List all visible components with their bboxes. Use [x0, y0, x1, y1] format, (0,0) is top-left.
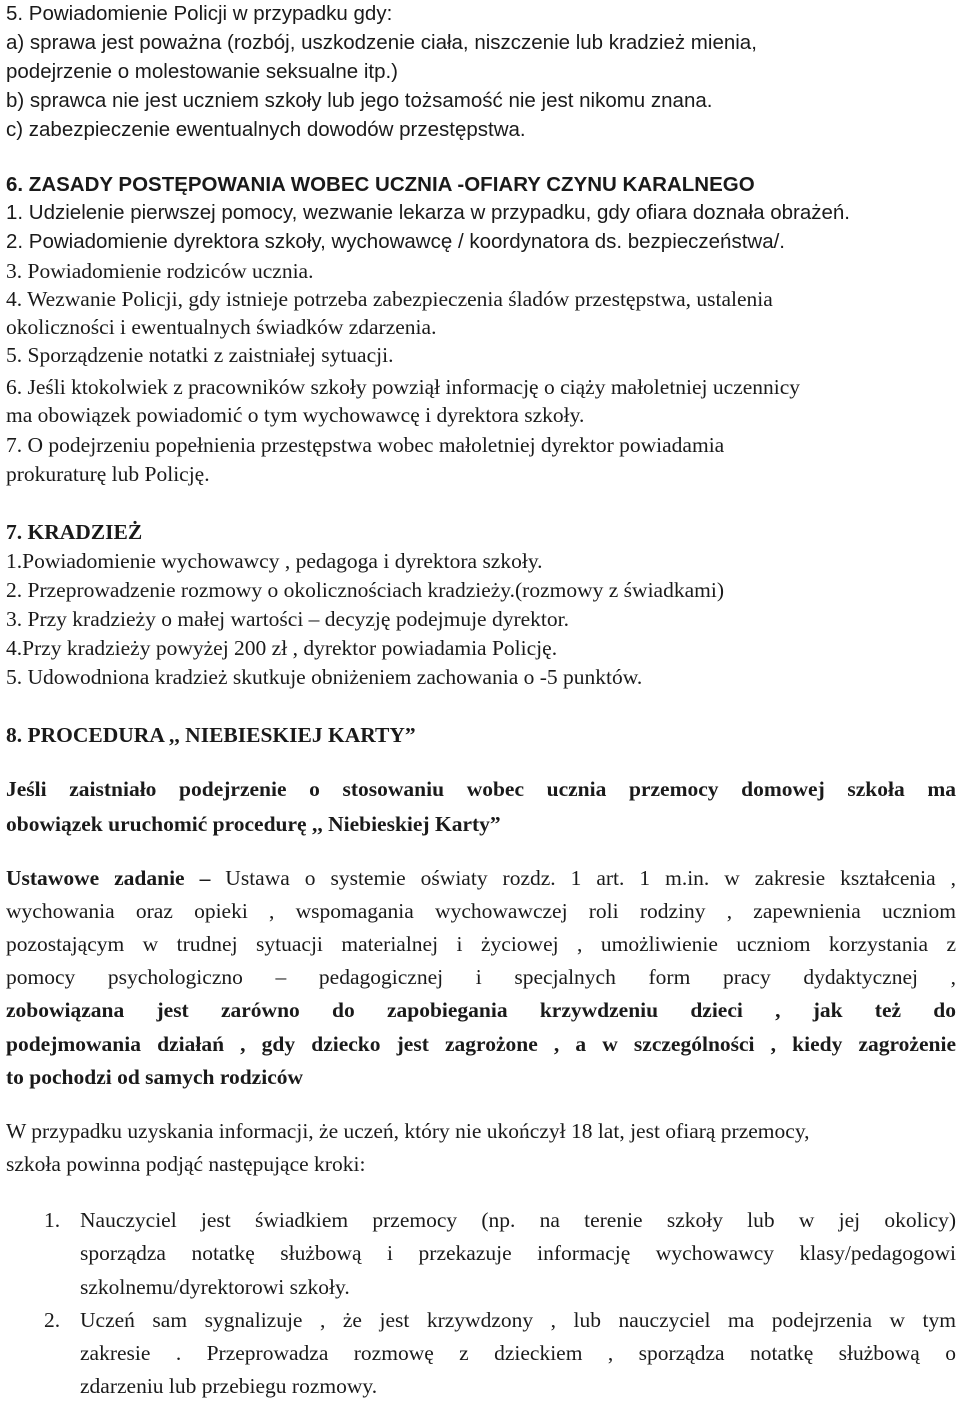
section-6-line: ma obowiązek powiadomić o tym wychowawcę i dyrektora szkoły. [6, 403, 585, 427]
police-notice-item: a) sprawa jest poważna (rozbój, uszkodzenie ciała, niszczenie lub kradzież mienia, [6, 31, 757, 54]
step-number: 1. [44, 1208, 61, 1232]
statute-first-line [6, 864, 956, 893]
statute-rest: Ustawa o systemie oświaty rozdz. 1 art. 1 m.in. w zakresie kształcenia , [210, 866, 957, 890]
section-8-intro-line: obowiązek uruchomić procedurę ,, Niebieskiej Karty” [6, 812, 501, 836]
section-7-line: 4.Przy kradzieży powyżej 200 zł , dyrektor powiadamia Policję. [6, 636, 558, 660]
steps-intro-line: szkoła powinna podjąć następujące kroki: [6, 1152, 366, 1176]
section-7-line: 2. Przeprowadzenie rozmowy o okolicznościach kradzieży.(rozmowy z świadkami) [6, 578, 724, 602]
section-6-line: 1. Udzielenie pierwszej pomocy, wezwanie lekarza w przypadku, gdy ofiara doznała obrażeń. [6, 201, 850, 224]
section-7-line: 1.Powiadomienie wychowawcy , pedagoga i dyrektora szkoły. [6, 549, 543, 573]
police-notice-item: c) zabezpieczenie ewentualnych dowodów przestępstwa. [6, 118, 526, 141]
section-6-line: okoliczności i ewentualnych świadków zdarzenia. [6, 315, 437, 339]
steps-intro-line: W przypadku uzyskania informacji, że uczeń, który nie ukończył 18 lat, jest ofiarą przemocy, [6, 1119, 810, 1143]
police-notice-item: b) sprawca nie jest uczniem szkoły lub jego tożsamość nie jest nikomu znana. [6, 89, 713, 112]
statute-lead: Ustawowe zadanie – [6, 866, 211, 890]
section-8-intro-line: Jeśli zaistniało podejrzenie o stosowaniu wobec ucznia przemocy domowej szkoła ma [6, 777, 956, 801]
statute-line: zobowiązana jest zarówno do zapobiegania krzywdzeniu dzieci , jak też do [6, 998, 956, 1022]
step-line: sporządza notatkę służbową i przekazuje informację wychowawcy klasy/pedagogowi [80, 1241, 956, 1265]
step-line: zakresie . Przeprowadza rozmowę z dzieckiem , sporządza notatkę służbową o [80, 1341, 956, 1365]
step-number: 2. [44, 1308, 61, 1332]
step-line: Nauczyciel jest świadkiem przemocy (np. na terenie szkoły lub w jej okolicy) [80, 1208, 956, 1232]
statute-line: to pochodzi od samych rodziców [6, 1065, 304, 1089]
section-6-line: 5. Sporządzenie notatki z zaistniałej sytuacji. [6, 343, 394, 367]
section-6-line: 6. Jeśli ktokolwiek z pracowników szkoły powziął informację o ciąży małoletniej uczennicy [6, 375, 801, 399]
section-7-line: 3. Przy kradzieży o małej wartości – decyzję podejmuje dyrektor. [6, 607, 569, 631]
section-8-title: 8. PROCEDURA ,, NIEBIESKIEJ KARTY” [6, 723, 416, 747]
statute-line: podejmowania działań , gdy dziecko jest zagrożone , a w szczególności , kiedy zagrożenie [6, 1032, 956, 1056]
section-6-line: 3. Powiadomienie rodziców ucznia. [6, 259, 314, 283]
police-notice-item: podejrzenie o molestowanie seksualne itp.) [6, 60, 399, 83]
statute-line: wychowania oraz opieki , wspomagania wychowawczej roli rodziny , zapewnienia uczniom [6, 899, 956, 923]
step-line: zdarzeniu lub przebiegu rozmowy. [80, 1374, 378, 1398]
police-notice-heading: 5. Powiadomienie Policji w przypadku gdy: [6, 2, 393, 25]
section-6-line: 2. Powiadomienie dyrektora szkoły, wychowawcę / koordynatora ds. bezpieczeństwa/. [6, 230, 785, 253]
section-6-line: prokuraturę lub Policję. [6, 462, 210, 486]
section-6-line: 4. Wezwanie Policji, gdy istnieje potrzeba zabezpieczenia śladów przestępstwa, ustalenia [6, 287, 773, 311]
statute-line: pozostającym w trudnej sytuacji materialnej i życiowej , umożliwienie uczniom korzystania z [6, 932, 956, 956]
statute-line: pomocy psychologiczno – pedagogicznej i specjalnych form pracy dydaktycznej , [6, 965, 956, 989]
step-line: Uczeń sam sygnalizuje , że jest krzywdzony , lub nauczyciel ma podejrzenia w tym [80, 1308, 956, 1332]
section-6-title: 6. ZASADY POSTĘPOWANIA WOBEC UCZNIA -OFIARY CZYNU KARALNEGO [6, 173, 755, 196]
step-line: szkolnemu/dyrektorowi szkoły. [80, 1275, 350, 1299]
section-7-line: 5. Udowodniona kradzież skutkuje obniżeniem zachowania o -5 punktów. [6, 665, 643, 689]
section-6-line: 7. O podejrzeniu popełnienia przestępstwa wobec małoletniej dyrektor powiadamia [6, 433, 725, 457]
section-7-title: 7. KRADZIEŻ [6, 520, 143, 544]
